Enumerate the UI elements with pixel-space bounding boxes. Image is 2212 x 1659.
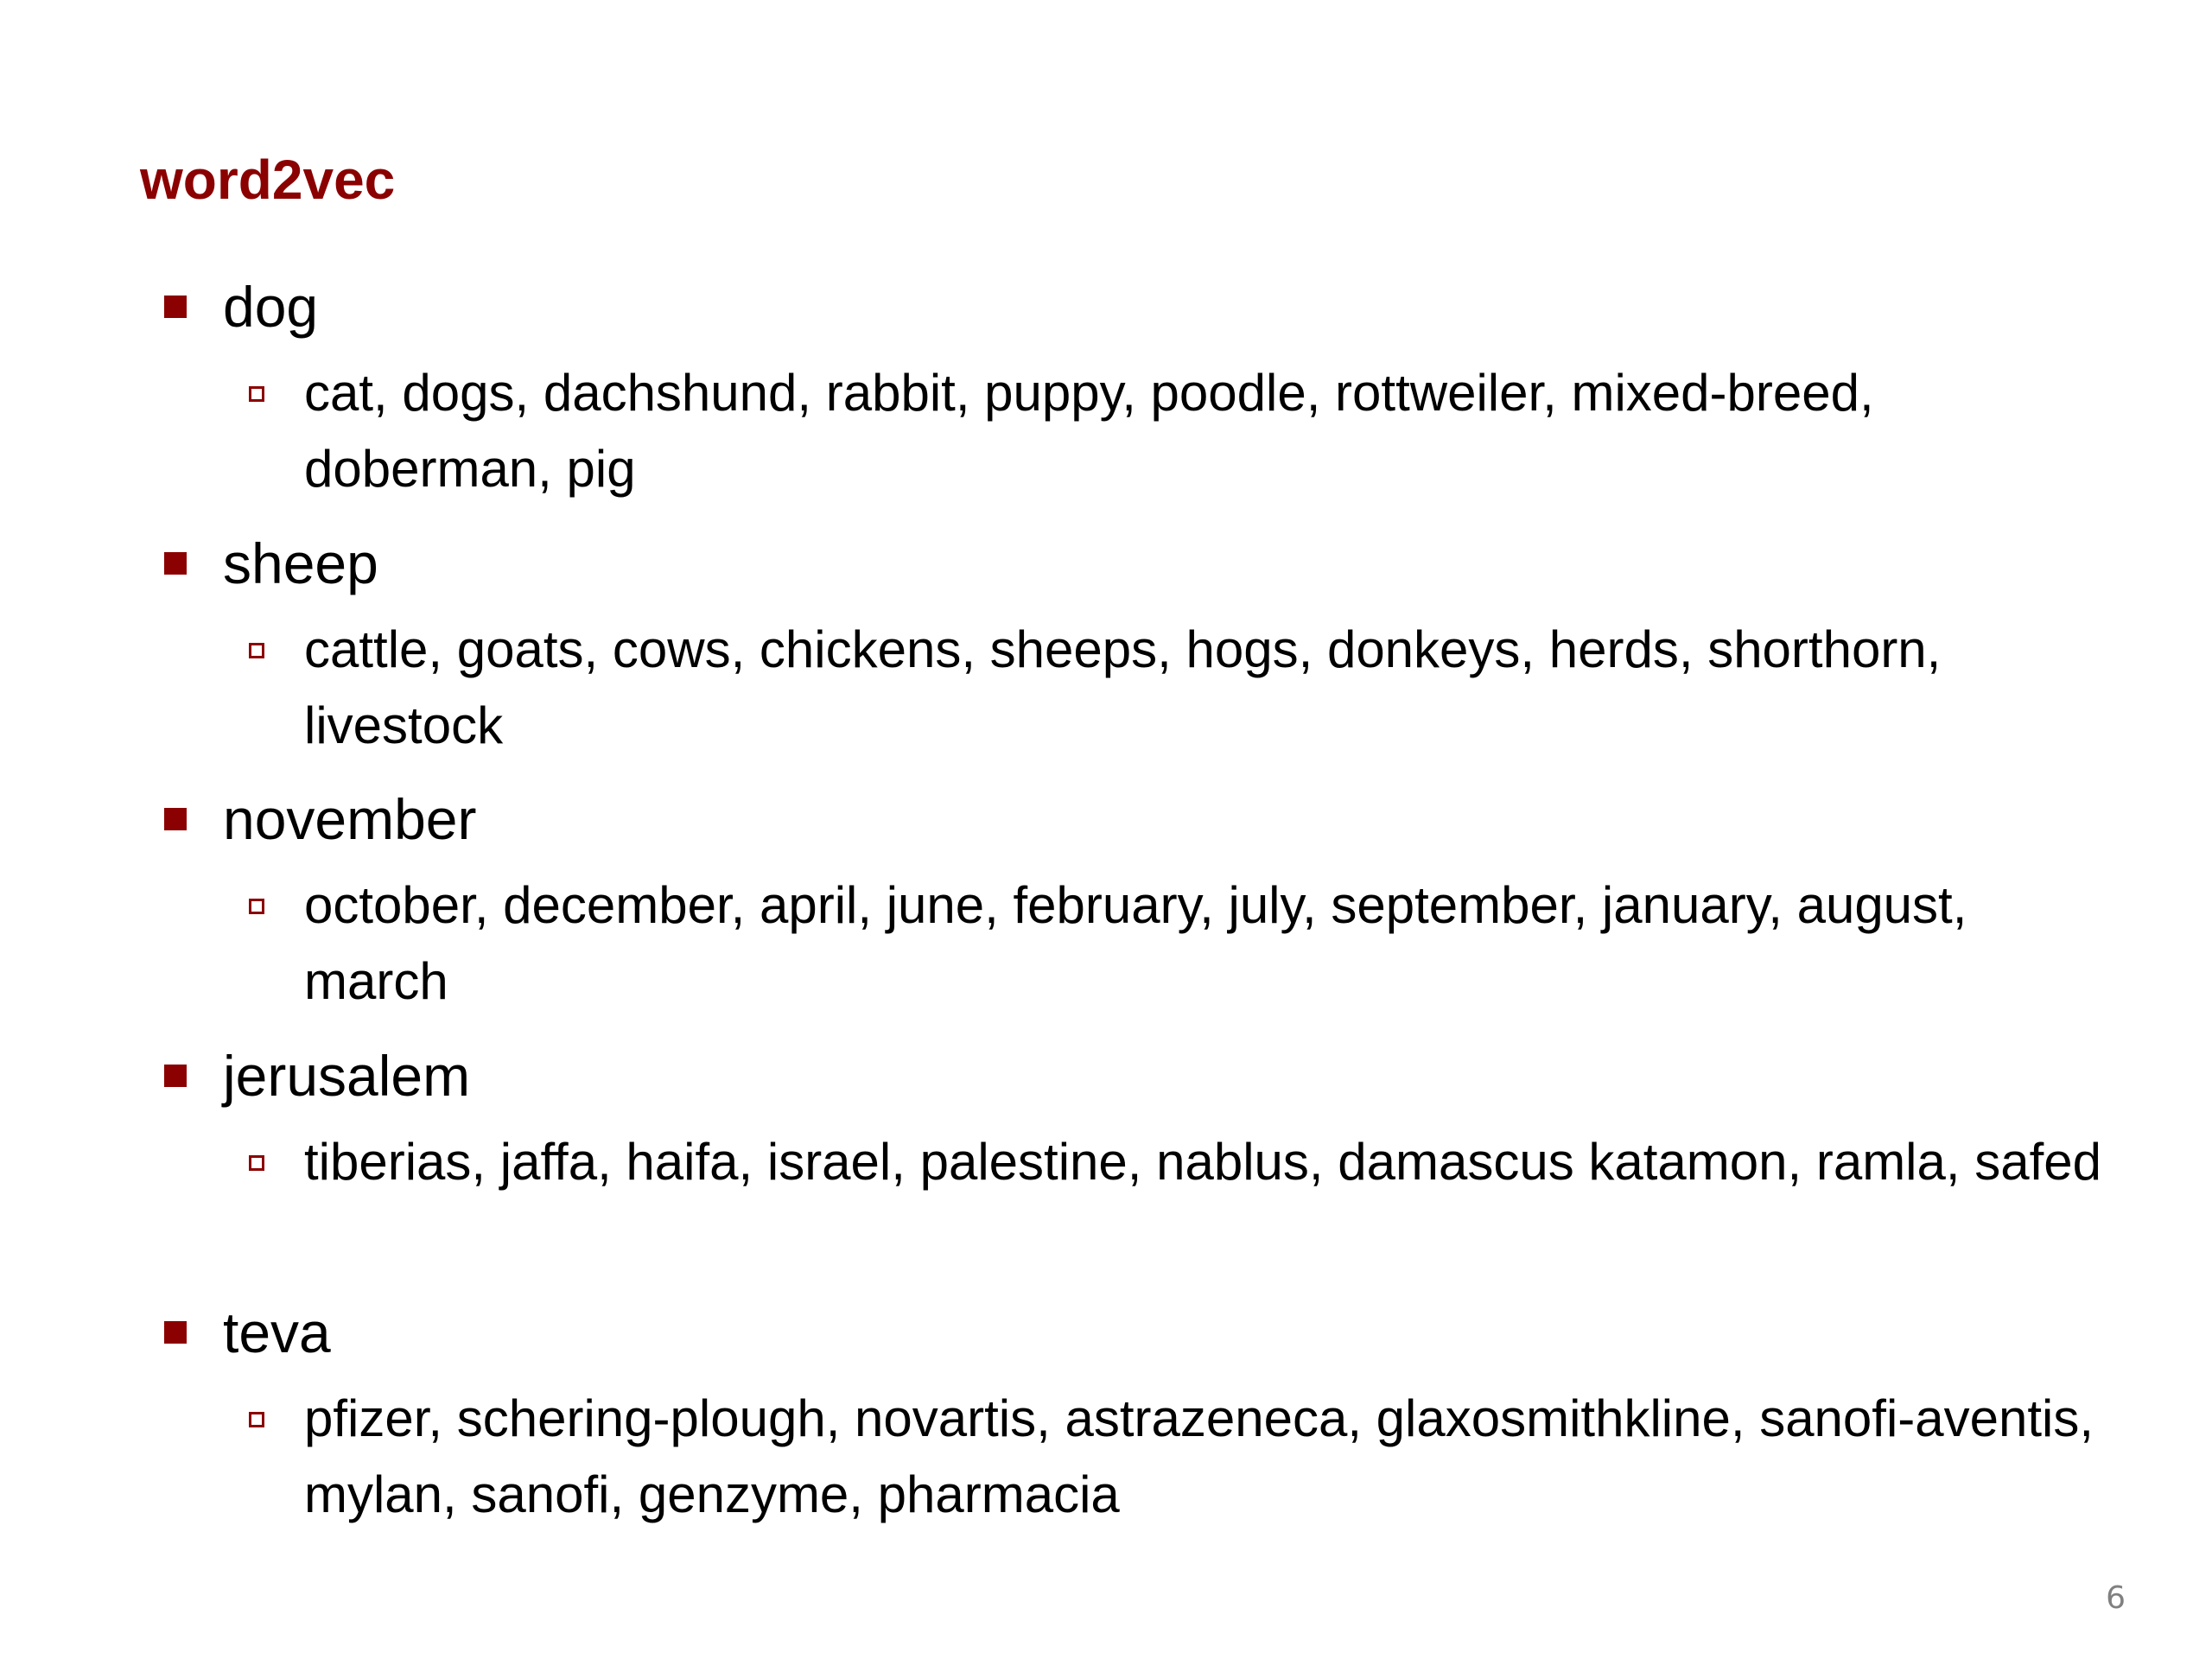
hollow-square-bullet-icon <box>249 386 264 402</box>
square-bullet-icon <box>164 1321 187 1344</box>
similar-words: cattle, goats, cows, chickens, sheeps, hogs, donkeys, herds, shorthorn, livestock <box>304 620 1942 754</box>
square-bullet-icon <box>164 808 187 830</box>
similar-words: cat, dogs, dachshund, rabbit, puppy, poodle, rottweiler, mixed-breed, doberman, pig <box>304 364 1874 498</box>
query-word: jerusalem <box>223 1044 471 1108</box>
square-bullet-icon <box>164 1065 187 1087</box>
similar-words: tiberias, jaffa, haifa, israel, palestine, nablus, damascus katamon, ramla, safed <box>304 1133 2101 1191</box>
query-word: teva <box>223 1300 331 1364</box>
square-bullet-icon <box>164 296 187 318</box>
query-word: sheep <box>223 531 378 595</box>
query-word: dog <box>223 275 319 339</box>
page-number: 6 <box>2106 1580 2126 1616</box>
square-bullet-icon <box>164 552 187 575</box>
hollow-square-bullet-icon <box>249 899 264 914</box>
hollow-square-bullet-icon <box>249 1412 264 1427</box>
query-word: november <box>223 787 477 851</box>
similar-words: pfizer, schering-plough, novartis, astrazeneca, glaxosmithkline, sanofi-aventis, mylan, sanofi, genzyme, pharmacia <box>304 1389 2094 1523</box>
similar-words: october, december, april, june, february, july, september, january, august, march <box>304 876 1967 1010</box>
slide-title: word2vec <box>140 149 396 211</box>
hollow-square-bullet-icon <box>249 1155 264 1171</box>
hollow-square-bullet-icon <box>249 643 264 658</box>
